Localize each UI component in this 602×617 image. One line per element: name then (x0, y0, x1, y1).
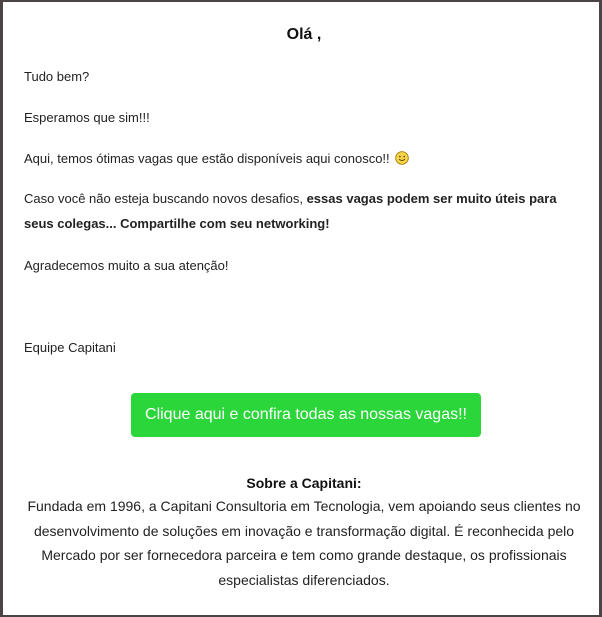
share-line-bold: essas vagas podem ser muito úteis para seus colegas... Compartilhe com seu networking! (24, 191, 557, 231)
cta-container (131, 393, 481, 437)
thanks-line: Agradecemos muito a sua atenção! (24, 258, 229, 273)
vacancies-text: Aqui, temos ótimas vagas que estão disponíveis aqui conosco!! (24, 151, 390, 166)
share-line (24, 186, 579, 236)
slightly-smiling-face-icon (395, 148, 409, 162)
view-all-vacancies-button[interactable]: Clique aqui e confira todas as nossas vagas!! (131, 393, 481, 437)
greeting-heading: Olá , (286, 26, 322, 43)
greeting-question: Tudo bem? (24, 69, 90, 84)
signature: Equipe Capitani (24, 340, 116, 355)
about-text: Fundada em 1996, a Capitani Consultoria em Tecnologia, vem apoiando seus clientes no desenvolvimento de soluções em inovação e transformação digital. É reconhecida pelo Mercado por ser fornecedora parceira e tem como grande destaque, os profissionais especialistas diferenciados. (27, 498, 581, 588)
about-section (9, 472, 599, 592)
about-title: Sobre a Capitani: (246, 475, 362, 491)
hope-line: Esperamos que sim!!! (24, 110, 150, 125)
vacancies-line (24, 146, 409, 171)
share-line-normal: Caso você não esteja buscando novos desafios, (24, 191, 307, 206)
